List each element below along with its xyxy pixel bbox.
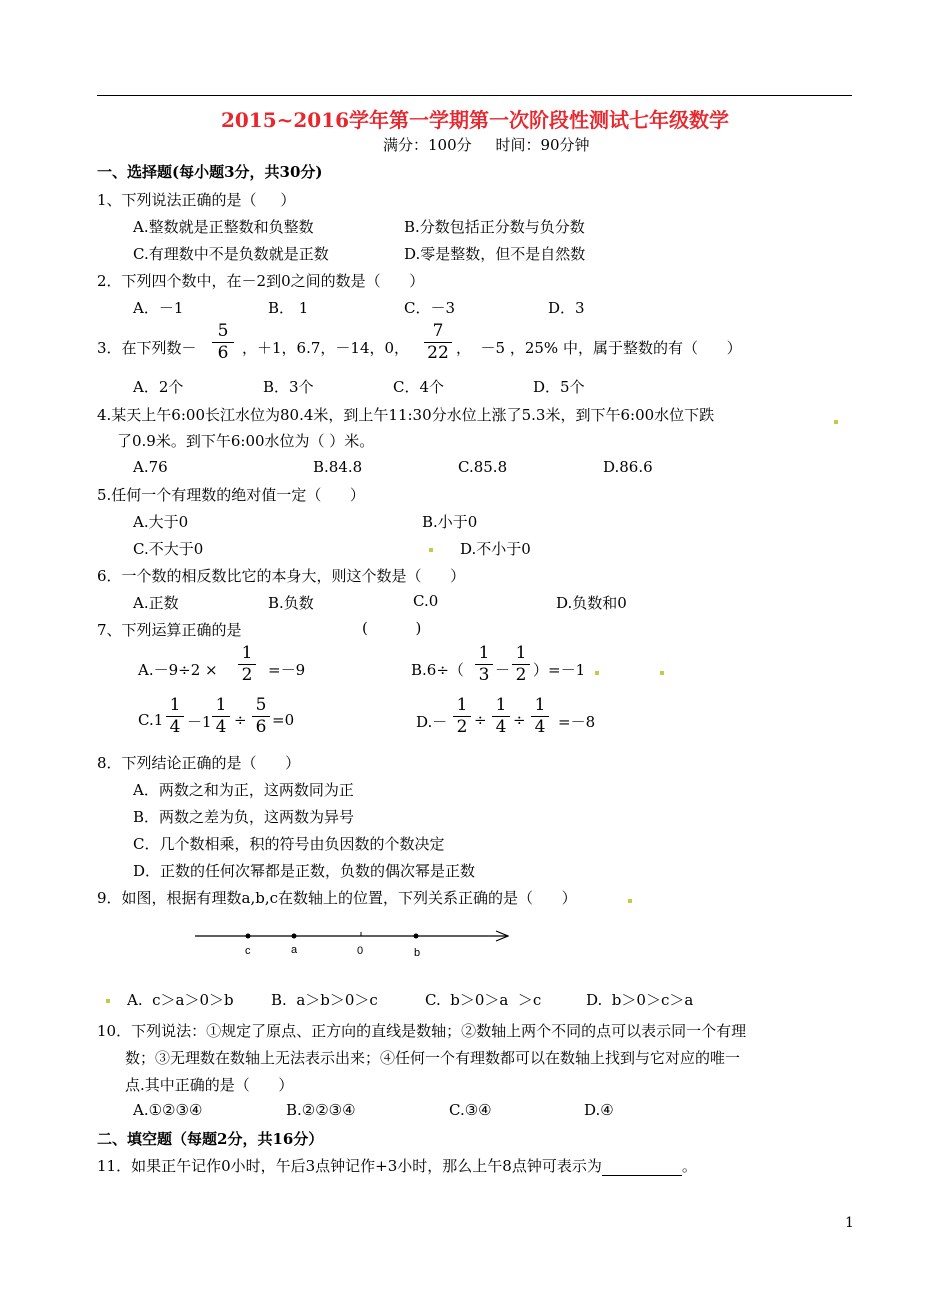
question-3-option-b: B．3个 (263, 378, 314, 396)
question-7-stem: 7、下列运算正确的是 (97, 621, 242, 639)
question-10-line-3: 点.其中正确的是（ ） (125, 1076, 294, 1094)
fraction-denominator: 3 (478, 665, 490, 685)
question-7-option-d-divide-1: ÷ (474, 711, 487, 729)
question-6-stem: 6．一个数的相反数比它的本身大，则这个数是（ ） (97, 567, 466, 585)
question-3-stem-mid: ，＋1，6.7，－14，0， (242, 339, 410, 357)
fraction-numerator: 5 (255, 695, 267, 715)
question-3-option-c: C．4个 (393, 378, 445, 396)
fraction-numerator: 7 (432, 321, 444, 341)
question-7-option-c-fraction-3 (252, 696, 270, 736)
stray-mark (106, 999, 110, 1003)
question-1-option-d: D.零是整数，但不是自然数 (404, 245, 586, 263)
fraction-numerator: 1 (215, 695, 227, 715)
question-2-option-d: D．3 (548, 299, 585, 317)
question-4-option-c: C.85.8 (458, 458, 508, 476)
label-zero: 0 (357, 945, 364, 957)
exam-meta: 满分：100分 时间：90分钟 (383, 136, 590, 154)
question-6-option-c: C.0 (413, 592, 439, 610)
question-9-option-a: A. c＞a＞0＞b (127, 991, 234, 1009)
question-7-option-d-fraction-3 (531, 696, 549, 736)
question-5-option-a: A.大于0 (133, 513, 189, 531)
label-c: c (245, 945, 251, 957)
question-8-stem: 8．下列结论正确的是（ ） (97, 754, 301, 772)
question-7-option-a-pre: A.－9÷2 × (138, 661, 218, 679)
question-1-option-a: A.整数就是正整数和负整数 (133, 218, 314, 236)
question-10-line-1: 10．下列说法：①规定了原点、正方向的直线是数轴；②数轴上两个不同的点可以表示同一个有理 (97, 1022, 747, 1040)
stray-mark (429, 548, 433, 552)
question-7-option-c-pre: C.1 (138, 711, 164, 729)
question-5-option-d: D.不小于0 (460, 540, 531, 558)
question-6-option-b: B.负数 (268, 594, 314, 612)
number-line-figure (190, 925, 520, 965)
fraction-numerator: 1 (241, 643, 253, 663)
question-3-option-d: D．5个 (533, 378, 585, 396)
question-1-option-c: C.有理数中不是负数就是正数 (133, 245, 329, 263)
question-7-option-d-post: =－8 (558, 713, 596, 731)
question-11-text: 11．如果正午记作0小时，午后3点钟记作+3小时，那么上午8点钟可表示为 (97, 1157, 602, 1175)
fraction-numerator: 5 (217, 321, 229, 341)
top-rule (97, 95, 852, 96)
question-9-option-d: D. b＞0＞c＞a (586, 991, 694, 1009)
fraction-numerator: 1 (534, 695, 546, 715)
fraction-numerator: 1 (495, 695, 507, 715)
question-7-option-b-pre: B.6÷（ (411, 661, 464, 679)
question-5-option-c: C.不大于0 (133, 540, 204, 558)
question-4-option-d: D.86.6 (603, 458, 653, 476)
fraction-denominator: 4 (215, 717, 227, 737)
question-5-option-b: B.小于0 (422, 513, 478, 531)
fraction-denominator: 6 (255, 717, 267, 737)
section-heading-fill: 二、填空题（每题2分，共16分） (97, 1130, 324, 1148)
question-1-option-b: B.分数包括正分数与负分数 (404, 218, 585, 236)
question-7-option-a-post: =－9 (268, 661, 306, 679)
question-9-option-c: C. b＞0＞a ＞c (425, 991, 542, 1009)
fraction-numerator: 1 (169, 695, 181, 715)
answer-blank[interactable] (602, 1161, 682, 1176)
question-4-line-2: 了0.9米。到下午6:00水位为（ ）米。 (117, 432, 375, 450)
question-9-option-b: B. a＞b＞0＞c (271, 991, 378, 1009)
fraction-numerator: 1 (478, 643, 490, 663)
fraction-denominator: 2 (241, 665, 253, 685)
question-3-stem-post: ， －5 ，25% 中，属于整数的有（ ） (456, 339, 742, 357)
question-10-option-c: C.③④ (449, 1101, 492, 1119)
question-7-option-d-pre: D.－ (416, 713, 448, 731)
question-11-end: 。 (681, 1157, 697, 1175)
question-3-fraction-2 (424, 322, 452, 362)
question-7-option-c-divide: ÷ (234, 711, 247, 729)
fraction-numerator: 1 (515, 643, 527, 663)
question-7-option-a-fraction (238, 644, 256, 684)
fraction-denominator: 2 (515, 665, 527, 685)
stray-mark (834, 420, 838, 424)
question-7-option-d-divide-2: ÷ (513, 711, 526, 729)
fraction-denominator: 4 (169, 717, 181, 737)
question-7-option-c-mid: －1 (187, 713, 212, 731)
question-7-option-b-minus: － (495, 661, 511, 679)
question-2-option-b: B． 1 (268, 299, 309, 317)
question-2-option-a: A．－1 (133, 299, 184, 317)
fraction-numerator: 1 (456, 695, 468, 715)
question-11 (97, 1155, 697, 1176)
question-3-option-a: A．2个 (133, 378, 184, 396)
question-7-option-b-fraction-2 (512, 644, 530, 684)
question-1-stem: 1、下列说法正确的是（ ） (97, 191, 296, 209)
question-10-line-2: 数；③无理数在数轴上无法表示出来；④任何一个有理数都可以在数轴上找到与它对应的唯一 (125, 1049, 741, 1067)
question-10-option-a: A.①②③④ (133, 1101, 203, 1119)
question-10-option-d: D.④ (584, 1101, 614, 1119)
question-7-option-d-fraction-1 (453, 696, 471, 736)
question-8-option-b: B．两数之差为负，这两数为异号 (133, 808, 355, 826)
question-7-paren: ( ) (362, 619, 422, 637)
stray-mark (595, 671, 599, 675)
question-5-stem: 5.任何一个有理数的绝对值一定（ ） (97, 486, 365, 504)
question-7-option-c-post: =0 (272, 711, 295, 729)
label-a: a (291, 944, 298, 956)
question-3-stem-pre: 3．在下列数－ (97, 339, 197, 357)
page-title: 2015~2016学年第一学期第一次阶段性测试七年级数学 (220, 108, 730, 132)
label-b: b (414, 947, 421, 959)
stray-mark (628, 899, 632, 903)
question-10-option-b: B.②②③④ (286, 1101, 356, 1119)
question-8-option-a: A．两数之和为正，这两数同为正 (133, 781, 354, 799)
question-8-option-d: D．正数的任何次幂都是正数，负数的偶次幂是正数 (133, 862, 476, 880)
section-heading-choice: 一、选择题(每小题3分，共30分) (97, 163, 323, 181)
fraction-denominator: 4 (495, 717, 507, 737)
question-3-fraction-1 (212, 322, 234, 362)
point-b (414, 934, 419, 939)
question-4-option-a: A.76 (133, 458, 168, 476)
question-4-line-1: 4.某天上午6:00长江水位为80.4米，到上午11:30分水位上涨了5.3米，到下午6:00水位下跌 (97, 406, 715, 424)
question-7-option-c-fraction-1 (166, 696, 184, 736)
fraction-denominator: 2 (456, 717, 468, 737)
question-7-option-b-fraction-1 (475, 644, 493, 684)
page-number: 1 (845, 1215, 854, 1231)
question-8-option-c: C．几个数相乘，积的符号由负因数的个数决定 (133, 835, 445, 853)
stray-mark (660, 671, 664, 675)
point-a (292, 934, 297, 939)
fraction-denominator: 6 (217, 343, 229, 363)
question-7-option-b-post: ）=－1 (533, 661, 586, 679)
question-6-option-a: A.正数 (133, 594, 179, 612)
point-c (246, 934, 251, 939)
question-2-stem: 2．下列四个数中，在－2到0之间的数是（ ） (97, 272, 425, 290)
fraction-denominator: 4 (534, 717, 546, 737)
question-7-option-c-fraction-2 (212, 696, 230, 736)
fraction-denominator: 22 (427, 343, 449, 363)
question-7-option-d-fraction-2 (492, 696, 510, 736)
question-4-option-b: B.84.8 (313, 458, 363, 476)
question-6-option-d: D.负数和0 (556, 594, 627, 612)
question-2-option-c: C．－3 (404, 299, 456, 317)
question-9-stem: 9．如图，根据有理数a,b,c在数轴上的位置，下列关系正确的是（ ） (97, 889, 577, 907)
